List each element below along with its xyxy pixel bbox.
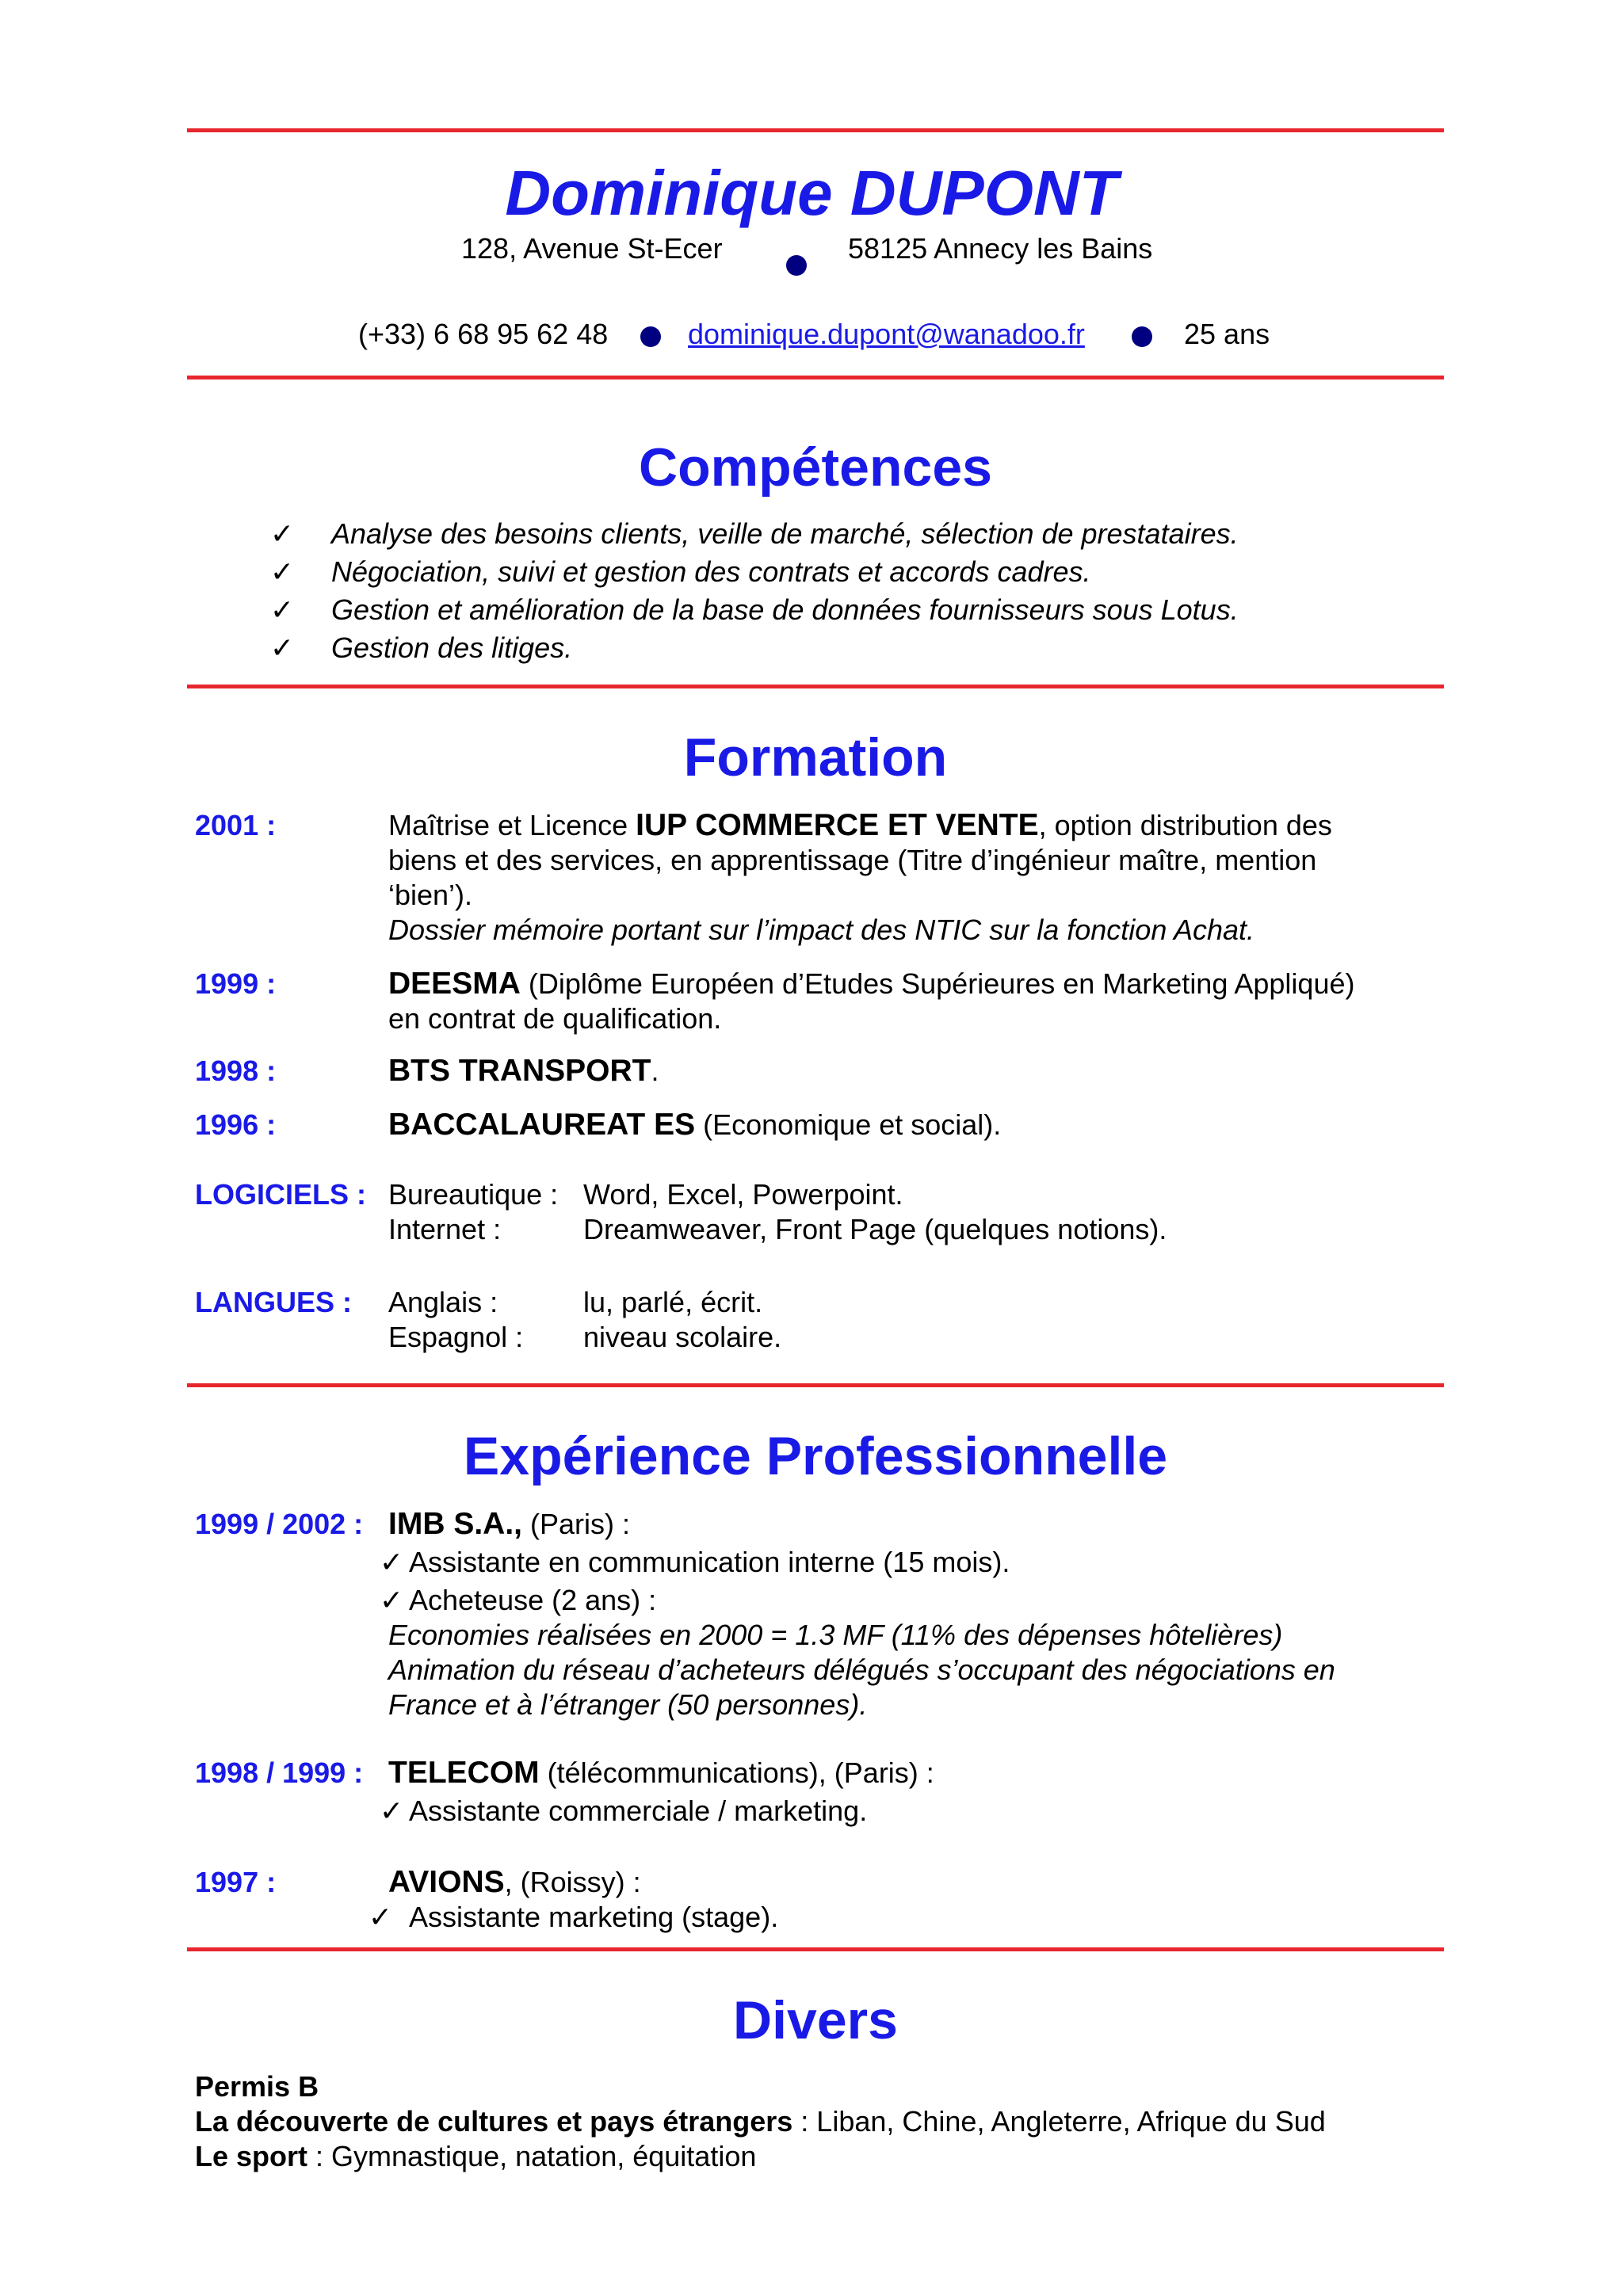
divers-sport [195,2139,756,2174]
contact-phone: (+33) 6 68 95 62 48 [358,318,609,350]
logiciels-value: Dreamweaver, Front Page (quelques notions). [583,1213,1167,1245]
langues-key: Anglais : [388,1286,498,1318]
check-icon: ✓ [379,1546,404,1578]
langues-key: Espagnol : [388,1321,524,1353]
logiciels-value: Word, Excel, Powerpoint. [583,1178,903,1211]
address-separator-bullet [786,255,807,276]
formation-text: , option distribution des [1038,809,1332,841]
formation-text: (Diplôme Européen d’Etudes Supérieures en Marketing Appliqué) [520,967,1355,1000]
experience-role: Assistante en communication interne (15 mois). [409,1546,1010,1578]
formation-body [388,967,1450,1036]
formation-date: 1999 : [195,967,277,1000]
employer-name: IMB S.A., [388,1507,523,1541]
formation-text: Maîtrise et Licence [388,809,636,841]
section-rule [187,1383,1444,1387]
section-title-divers: Divers [733,1990,898,2050]
contact-separator-bullet [640,326,661,347]
experience-employer [388,1756,934,1791]
experience-detail: France et à l’étranger (50 personnes). [388,1688,868,1721]
divers-cultures-label: La découverte de cultures et pays étrangers [195,2105,793,2138]
experience-date: 1998 / 1999 : [195,1756,364,1789]
section-rule [187,685,1444,688]
divers-cultures [195,2104,1326,2139]
formation-body [388,808,1450,948]
formation-text: biens et des services, en apprentissage (Titre d’ingénieur maître, mention [388,844,1317,876]
formation-text: en contrat de qualification. [388,1002,722,1035]
formation-date: 2001 : [195,809,277,841]
section-title-competences: Compétences [639,437,992,498]
experience-detail: Economies réalisées en 2000 = 1.3 MF (11% des dépenses hôtelières) [388,1619,1283,1651]
experience-detail: Animation du réseau d’acheteurs délégués s’occupant des négociations en [388,1653,1335,1686]
formation-degree: BACCALAUREAT ES [388,1108,696,1142]
formation-degree: BTS TRANSPORT [388,1054,651,1088]
check-icon: ✓ [269,593,295,626]
contact-age: 25 ans [1184,318,1270,350]
divers-sport-value: : Gymnastique, natation, équitation [307,2140,757,2172]
divers-sport-label: Le sport [195,2140,308,2172]
formation-date: 1998 : [195,1055,277,1087]
formation-note: Dossier mémoire portant sur l’impact des NTIC sur la fonction Achat. [388,913,1255,946]
formation-text: ‘bien’). [388,879,473,911]
address-street: 128, Avenue St-Ecer [461,232,723,265]
formation-text: . [651,1055,659,1087]
logiciels-key: Bureautique : [388,1178,559,1211]
check-icon: ✓ [379,1584,404,1616]
formation-body [388,1054,1450,1089]
formation-date: 1996 : [195,1108,277,1141]
section-title-formation: Formation [683,727,948,788]
employer-location: , (Roissy) : [504,1866,641,1898]
formation-degree: DEESMA [388,967,521,1001]
divers-cultures-value: : Liban, Chine, Angleterre, Afrique du Sud [792,2105,1326,2138]
employer-location: (télécommunications), (Paris) : [539,1756,934,1789]
contact-email-link[interactable]: dominique.dupont@wanadoo.fr [688,318,1085,350]
competence-item: Analyse des besoins clients, veille de marché, sélection de prestataires. [331,517,1239,550]
experience-employer [388,1507,630,1542]
check-icon: ✓ [269,631,295,664]
candidate-name: Dominique DUPONT [505,158,1118,228]
check-icon: ✓ [269,517,295,550]
experience-role: Assistante commerciale / marketing. [409,1794,868,1827]
formation-degree: IUP COMMERCE ET VENTE [636,808,1039,842]
logiciels-key: Internet : [388,1213,502,1245]
experience-employer [388,1865,641,1900]
langues-value: lu, parlé, écrit. [583,1286,763,1318]
experience-role: Acheteuse (2 ans) : [409,1584,657,1616]
check-icon: ✓ [379,1794,404,1827]
section-rule [187,1947,1444,1951]
section-rule [187,376,1444,379]
top-rule [187,128,1444,132]
employer-location: (Paris) : [522,1508,631,1540]
employer-name: TELECOM [388,1756,540,1790]
langues-value: niveau scolaire. [583,1321,782,1353]
experience-date: 1999 / 2002 : [195,1508,364,1540]
section-title-experience: Expérience Professionnelle [463,1426,1168,1486]
experience-role: Assistante marketing (stage). [409,1901,779,1933]
formation-text: (Economique et social). [695,1108,1002,1141]
competence-item: Gestion des litiges. [331,631,573,664]
divers-permis: Permis B [195,2070,319,2103]
experience-date: 1997 : [195,1866,277,1898]
address-city: 58125 Annecy les Bains [848,232,1153,265]
competence-item: Gestion et amélioration de la base de données fournisseurs sous Lotus. [331,593,1239,626]
competence-item: Négociation, suivi et gestion des contrats et accords cadres. [331,555,1091,588]
logiciels-label: LOGICIELS : [195,1178,366,1211]
check-icon: ✓ [368,1901,393,1933]
formation-body [388,1108,1450,1142]
check-icon: ✓ [269,555,295,588]
contact-separator-bullet [1132,326,1152,347]
employer-name: AVIONS [388,1865,505,1899]
langues-label: LANGUES : [195,1286,352,1318]
